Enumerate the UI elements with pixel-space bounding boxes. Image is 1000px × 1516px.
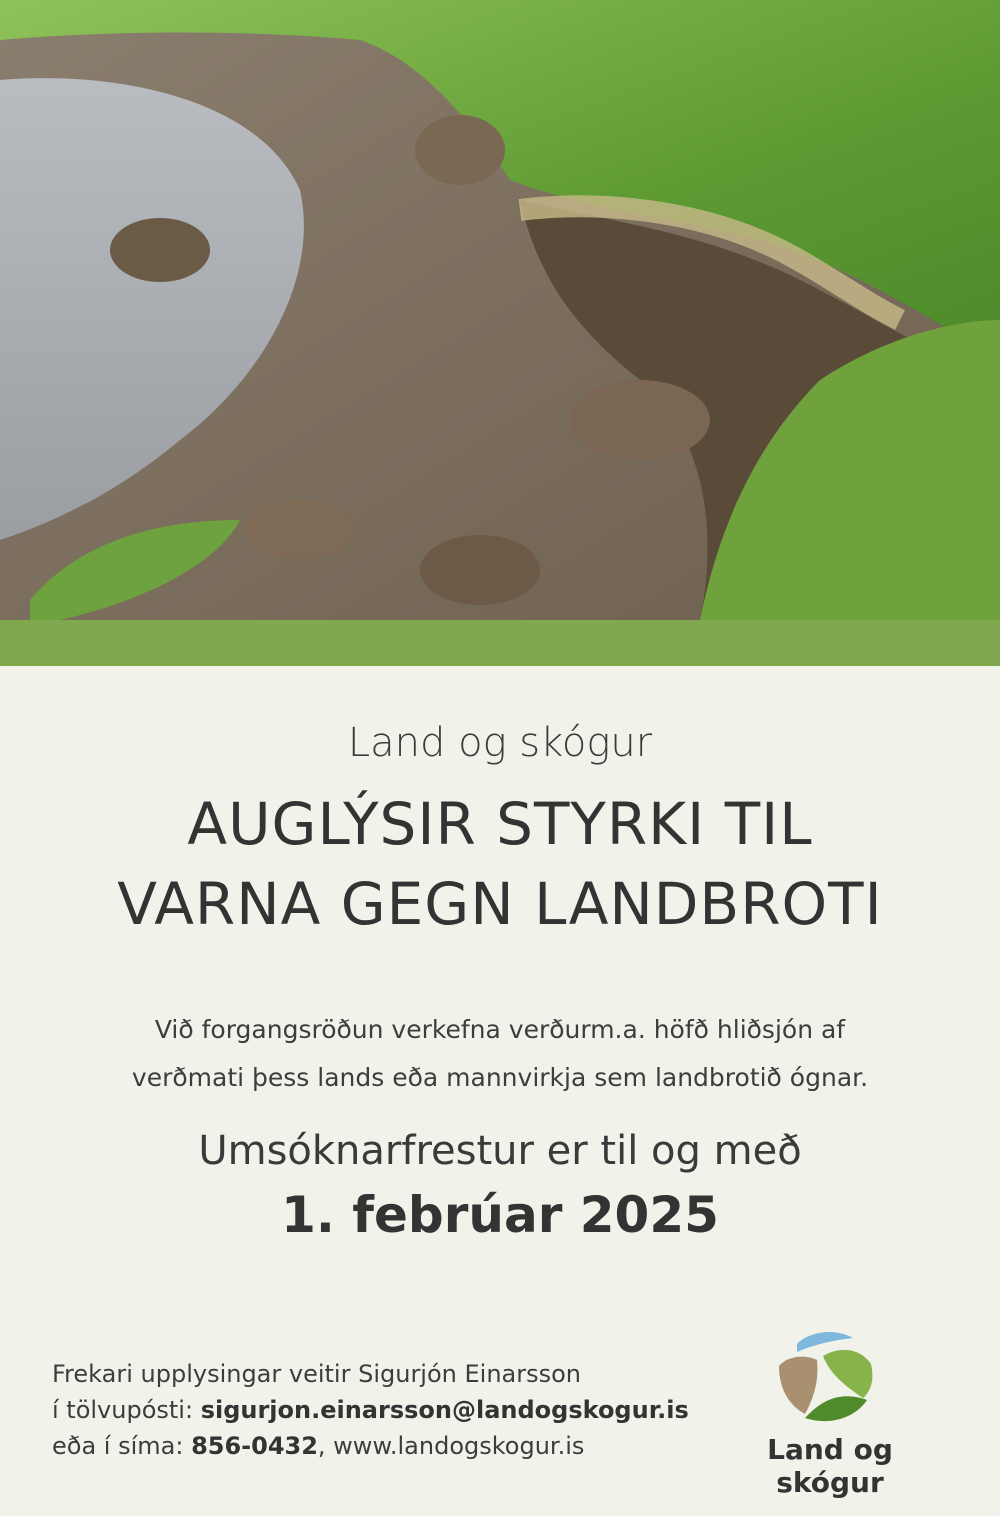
phone-number[interactable]: 856-0432	[191, 1432, 318, 1460]
body-line-2: verðmati þess lands eða mannvirkja sem landbrotið ógnar.	[131, 1063, 869, 1092]
announcement-content	[0, 666, 1000, 1516]
email-link[interactable]: sigurjon.einarsson@landogskogur.is	[200, 1396, 689, 1424]
deadline-date: 1. febrúar 2025	[281, 1186, 719, 1244]
deadline-label: Umsóknarfrestur er til og með	[198, 1128, 802, 1174]
logo-wordmark: Land og skógur	[767, 1433, 893, 1499]
landscape-logo-icon	[775, 1326, 875, 1426]
body-paragraph	[0, 1006, 1000, 1102]
headline	[0, 784, 1000, 944]
green-band	[0, 620, 1000, 666]
body-line-1: Við forgangsröðun verkefna verðurm.a. höfð hliðsjón af	[154, 1015, 846, 1044]
email-prefix: í tölvupósti:	[52, 1396, 201, 1424]
contact-line-1: Frekari upplysingar veitir Sigurjón Einarsson	[52, 1360, 582, 1388]
riverbank-erosion-photo	[0, 0, 1000, 620]
headline-line-2: VARNA GEGN LANDBROTI	[117, 870, 883, 938]
logo	[710, 1321, 960, 1499]
headline-line-1: AUGLÝSIR STYRKI TIL	[187, 790, 813, 858]
phone-prefix: eða í síma:	[52, 1432, 192, 1460]
contact-info	[52, 1356, 689, 1464]
contact-phone-line	[52, 1428, 689, 1464]
contact-email-line	[52, 1392, 689, 1428]
website-link[interactable]: , www.landogskogur.is	[317, 1432, 585, 1460]
organization-subtitle: Land og skógur	[347, 720, 653, 766]
